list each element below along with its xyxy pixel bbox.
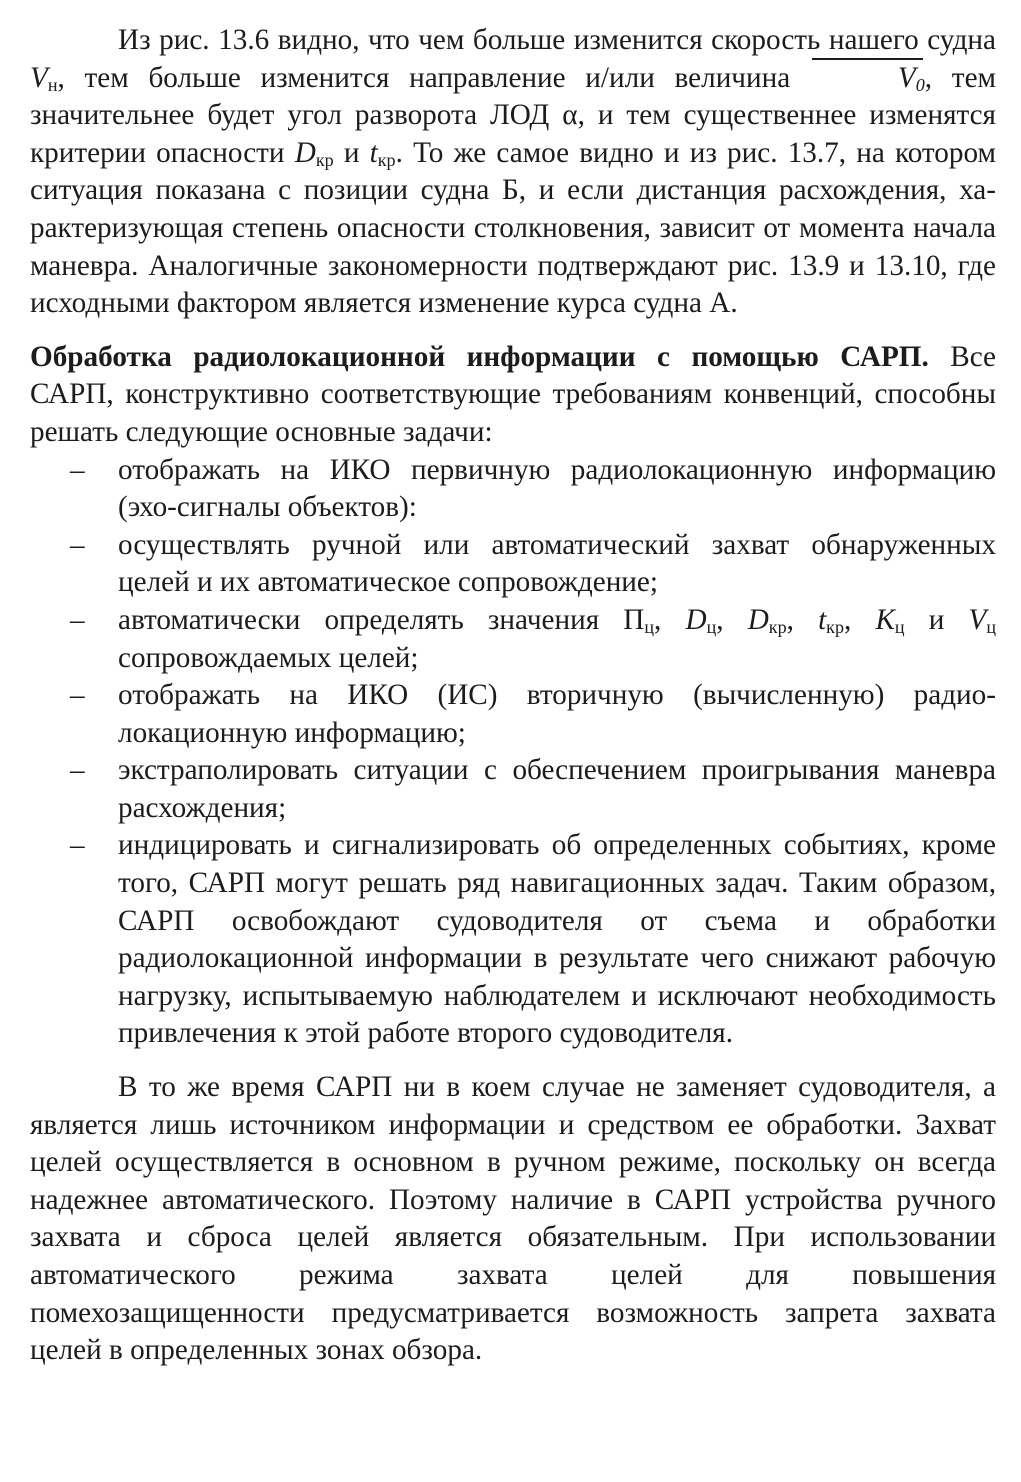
section-intro: Все САРП, конструктивно соответствующие требованиям конвенций, способны решать следующие основные задачи: [30, 340, 996, 448]
subscript: кр [377, 149, 396, 170]
bullet-dash: – [70, 603, 85, 636]
list-item: – автоматически определять значения $П_ц$, $D_ц$, $D_{кр}$, $t_{кр}$, $K_ц$ и $V_ц$ сопровождаемых целей; [70, 603, 997, 674]
symbol-v: V [30, 61, 48, 94]
section-arpa-processing [30, 339, 996, 452]
bullet-dash: – [70, 453, 85, 486]
subscript: н [47, 74, 58, 95]
bullet-dash: – [70, 829, 85, 862]
bullet-dash: – [70, 754, 85, 787]
paragraph-text: , тем больше изменится направление и/или величина [57, 61, 810, 94]
paragraph-arpa-role: В то же время САРП ни в коем случае не заменяет судоводителя, а является лишь источником информации и средством ее обработки. Захват целей осуществляется в основном в ручном режиме, поскольку он всегда надежнее автоматического. Поэтому наличие в САРП устройства ручного захвата и сброса целей является обязательным. При использовании автоматического режима захвата целей для повышения помехозащищенности предусматривается возможность запрета захвата целей в определенных зонах обзора. [30, 1071, 996, 1367]
paragraph-text: и [333, 136, 370, 169]
subscript: кр [315, 149, 334, 170]
list-item: – экстраполировать ситуации с обеспечением проигрывания маневра расхождения; [70, 754, 996, 824]
list-item: – отображать на ИКО (ИС) вторичную (вычисленную) радиолокационную информацию; [70, 679, 996, 749]
symbol-v0-vector: $V_0$ [810, 60, 925, 98]
paragraph-text: . То же самое видно и из рис. 13.7, на котором ситуация показана с позиции судна Б, и если дистанция расхождения, характеризующая степень опасности столкновения, зависит от момента начала маневра. Аналогичные закономерности подтверждают рис. 13.9 и 13.10, где исходными фактором является изменение курса судна А. [30, 136, 996, 320]
paragraph-text: Из рис. 13.6 видно, что чем больше изменится скорость нашего судна [118, 24, 996, 56]
symbol-d: D [294, 136, 316, 169]
list-item: – осуществлять ручной или автоматический захват обнаруженных целей и их автоматическое сопровождение; [70, 528, 996, 599]
list-item: – отображать на ИКО первичную радиолокационную информацию (эхо-сигналы объектов): [70, 453, 996, 524]
task-list [30, 452, 996, 1054]
bullet-dash: – [70, 528, 85, 561]
bullet-dash: – [70, 679, 85, 712]
paragraph-text: , тем значительнее будет угол разворота ЛОД α, и тем существеннее изменятся критерии опасности [30, 61, 996, 169]
document-page [30, 22, 996, 1370]
symbol-t: t [369, 136, 378, 169]
list-item: – индицировать и сигнализировать об определенных событиях, кроме того, САРП могут решать ряд навигационных задач. Таким образом, САРП освобождают судоводителя от съема и обработки радиолокационной информации в результате чего снижают рабочую нагрузку, испытываемую наблюдателем и исключают необходимость привлечения к этой работе второго судоводителя. [70, 829, 996, 1050]
paragraph-velocity-effects [30, 22, 996, 323]
section-heading: Обработка радиолокационной информации с помощью САРП. [30, 340, 929, 373]
